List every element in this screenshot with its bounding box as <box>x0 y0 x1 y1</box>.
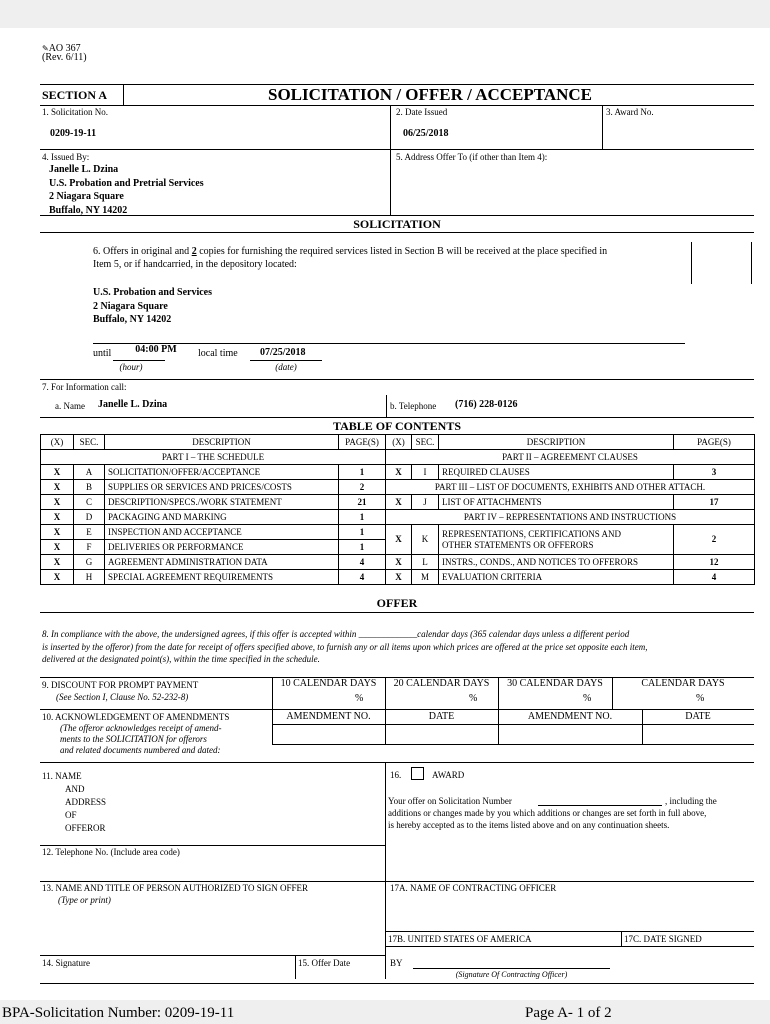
solicitation-no: 0209-19-11 <box>50 128 97 139</box>
discount-days-30: 30 CALENDAR DAYS <box>507 678 603 689</box>
issued-by-block <box>49 163 204 217</box>
toc-sec: H <box>74 570 105 585</box>
section-label: SECTION A <box>42 88 108 102</box>
toc-pages: 21 <box>339 495 386 510</box>
toc-pages: 4 <box>339 555 386 570</box>
award-text-line3: is hereby accepted as to the items listed above and on any continuation sheets. <box>388 820 670 830</box>
offeror-name-line: OF <box>65 810 77 820</box>
toc-sec: J <box>412 495 439 510</box>
award-label: AWARD <box>432 770 465 780</box>
depository-line: 2 Niagara Square <box>93 300 168 312</box>
table-row <box>41 465 755 480</box>
toc-desc: EVALUATION CRITERIA <box>439 570 674 585</box>
local-time-label: local time <box>198 348 238 359</box>
toc-check: X <box>386 555 412 570</box>
offers-paragraph-line1 <box>93 246 607 257</box>
amendment-date-header: DATE <box>428 711 455 722</box>
toc-desc: SPECIAL AGREEMENT REQUIREMENTS <box>105 570 339 585</box>
date-issued: 06/25/2018 <box>403 128 449 139</box>
toc-check: X <box>41 525 74 540</box>
toc-desc: INSPECTION AND ACCEPTANCE <box>105 525 339 540</box>
top-band <box>0 0 770 28</box>
issued-by-line: 2 Niagara Square <box>49 191 124 202</box>
toc-header-row <box>41 435 755 450</box>
issued-by-line: Buffalo, NY 14202 <box>49 204 128 216</box>
toc-sec: F <box>74 540 105 555</box>
toc-pages: 17 <box>674 495 755 510</box>
amendment-no-header: AMENDMENT NO. <box>286 711 371 722</box>
edit-icon: ✎ <box>42 44 49 53</box>
offer-paragraph-line2: is inserted by the offeror) from the date for receipt of offers specified above, to furnish any or all items upon which prices are offered at the price set opposite each item, <box>42 642 648 652</box>
toc-desc: INSTRS., CONDS., AND NOTICES TO OFFERORS <box>439 555 674 570</box>
copies-count: 2 <box>191 246 197 257</box>
toc-desc: PACKAGING AND MARKING <box>105 510 339 525</box>
table-row <box>41 555 755 570</box>
date-caption: (date) <box>275 362 297 372</box>
solicitation-no-label: 1. Solicitation No. <box>42 107 108 117</box>
toc-pages: 3 <box>674 465 755 480</box>
award-no-label: 3. Award No. <box>606 107 654 117</box>
signature-label: 14. Signature <box>42 958 90 968</box>
discount-days-20: 20 CALENDAR DAYS <box>393 678 490 689</box>
depository-line: Buffalo, NY 14202 <box>93 314 172 325</box>
toc-pages: 2 <box>674 525 755 555</box>
amendment-no-header: AMENDMENT NO. <box>527 711 613 722</box>
toc-check: X <box>41 555 74 570</box>
toc-desc: DESCRIPTION/SPECS./WORK STATEMENT <box>105 495 339 510</box>
toc-check: X <box>386 570 412 585</box>
toc-desc <box>439 525 674 555</box>
toc-header: (X) <box>41 435 74 450</box>
toc-pages: 12 <box>674 555 755 570</box>
offeror-name-line: OFFEROR <box>65 823 106 833</box>
toc-pages: 2 <box>339 480 386 495</box>
toc-part-iii: PART III – LIST OF DOCUMENTS, EXHIBITS AND OTHER ATTACH. <box>386 480 755 495</box>
table-row <box>41 480 755 495</box>
toc-check: X <box>386 495 412 510</box>
toc-heading: TABLE OF CONTENTS <box>332 419 462 433</box>
toc-check: X <box>386 465 412 480</box>
issued-by-label: 4. Issued By: <box>42 152 90 162</box>
toc-desc: AGREEMENT ADMINISTRATION DATA <box>105 555 339 570</box>
toc-part-ii: PART II – AGREEMENT CLAUSES <box>386 450 755 465</box>
signature-caption: (Signature Of Contracting Officer) <box>455 970 568 979</box>
footer-solicitation-number: BPA-Solicitation Number: 0209-19-11 <box>2 1005 235 1021</box>
toc-pages: 1 <box>339 525 386 540</box>
toc-desc: LIST OF ATTACHMENTS <box>439 495 674 510</box>
offeror-telephone-label: 12. Telephone No. (Include area code) <box>42 847 180 857</box>
ack-sub-line: and related documents numbered and dated: <box>60 745 221 755</box>
discount-days-custom: CALENDAR DAYS <box>641 678 725 689</box>
award-number: 16. <box>390 770 402 780</box>
offer-paragraph-line3: delivered at the designated point(s), within the time specified in the schedule. <box>42 654 320 664</box>
award-text-line1: Your offer on Solicitation Number <box>388 796 512 806</box>
toc-sec: E <box>74 525 105 540</box>
toc-desc: DELIVERIES OR PERFORMANCE <box>105 540 339 555</box>
offeror-name-line: ADDRESS <box>65 797 107 807</box>
toc-sec: C <box>74 495 105 510</box>
offers-pre: 6. Offers in original and <box>93 246 192 257</box>
toc-header: DESCRIPTION <box>105 435 339 450</box>
issued-by-line: U.S. Probation and Pretrial Services <box>49 177 204 189</box>
offeror-name-label <box>42 770 106 835</box>
ack-label: 10. ACKNOWLEDGEMENT OF AMENDMENTS <box>42 712 230 722</box>
toc-sec: B <box>74 480 105 495</box>
info-telephone: (716) 228-0126 <box>455 399 518 410</box>
toc-part-i: PART I – THE SCHEDULE <box>41 450 386 465</box>
issued-by-line: Janelle L. Dzina <box>49 164 119 175</box>
toc-part-iv: PART IV – REPRESENTATIONS AND INSTRUCTIONS <box>386 510 755 525</box>
solicitation-heading: SOLICITATION <box>353 217 441 231</box>
toc-header: PAGE(S) <box>674 435 755 450</box>
ack-sub-line: ments to the SOLICITATION for offerors <box>60 734 207 744</box>
footer-page-number: Page A- 1 of 2 <box>525 1005 612 1021</box>
award-text-line1b: , including the <box>665 796 717 806</box>
toc-check: X <box>41 510 74 525</box>
award-text-line2: additions or changes made by you which additions or changes are set forth in full above, <box>388 808 707 818</box>
toc-pages: 4 <box>339 570 386 585</box>
toc-desc: SOLICITATION/OFFER/ACCEPTANCE <box>105 465 339 480</box>
discount-label: 9. DISCOUNT FOR PROMPT PAYMENT <box>42 680 199 690</box>
toc-sec: D <box>74 510 105 525</box>
table-row <box>41 570 755 585</box>
offer-date-label: 15. Offer Date <box>298 958 351 968</box>
table-row <box>41 495 755 510</box>
toc-sec: A <box>74 465 105 480</box>
amendment-date-header: DATE <box>685 711 711 722</box>
authorized-person-label: 13. NAME AND TITLE OF PERSON AUTHORIZED TO SIGN OFFER <box>42 883 309 893</box>
table-row <box>41 525 755 540</box>
toc-check: X <box>41 540 74 555</box>
info-name: Janelle L. Dzina <box>98 399 168 410</box>
award-checkbox[interactable] <box>411 767 424 780</box>
toc-sec: K <box>412 525 439 555</box>
until-date: 07/25/2018 <box>260 347 306 358</box>
toc-desc-line: OTHER STATEMENTS OR OFFERORS <box>442 539 594 550</box>
offer-paragraph-line1: 8. In compliance with the above, the undersigned agrees, if this offer is accepted within _____________calendar days (365 calendar days unless a different period <box>42 629 630 639</box>
offer-heading: OFFER <box>376 596 418 610</box>
offeror-name-line: 11. NAME <box>42 771 82 781</box>
depository-line: U.S. Probation and Services <box>93 287 212 298</box>
toc-sec: L <box>412 555 439 570</box>
usa-label: 17B. UNITED STATES OF AMERICA <box>388 934 532 944</box>
discount-days-10: 10 CALENDAR DAYS <box>280 678 377 689</box>
toc-table <box>40 434 755 585</box>
form-title: SOLICITATION / OFFER / ACCEPTANCE <box>268 85 592 104</box>
toc-check: X <box>41 480 74 495</box>
toc-header: (X) <box>386 435 412 450</box>
percent-sign: % <box>696 693 705 704</box>
until-hour: 04:00 PM <box>135 344 177 355</box>
toc-header: PAGE(S) <box>339 435 386 450</box>
toc-check: X <box>41 495 74 510</box>
toc-header: SEC. <box>74 435 105 450</box>
toc-check: X <box>41 570 74 585</box>
toc-part-row <box>41 450 755 465</box>
percent-sign: % <box>469 693 478 704</box>
percent-sign: % <box>583 693 592 704</box>
toc-header: DESCRIPTION <box>439 435 674 450</box>
by-label: BY <box>390 958 403 968</box>
offers-post: copies for furnishing the required services listed in Section B will be received at the place specified in <box>196 246 608 257</box>
toc-desc: SUPPLIES OR SERVICES AND PRICES/COSTS <box>105 480 339 495</box>
toc-desc-line: REPRESENTATIONS, CERTIFICATIONS AND <box>442 528 622 539</box>
date-signed-label: 17C. DATE SIGNED <box>624 934 702 944</box>
info-name-label: a. Name <box>55 401 85 411</box>
toc-desc: REQUIRED CLAUSES <box>439 465 674 480</box>
authorized-person-sub: (Type or print) <box>58 895 111 905</box>
toc-header: SEC. <box>412 435 439 450</box>
ack-sub <box>60 723 222 756</box>
date-issued-label: 2. Date Issued <box>396 107 448 117</box>
hour-caption: (hour) <box>119 362 143 372</box>
toc-pages: 4 <box>674 570 755 585</box>
form-rev: (Rev. 6/11) <box>42 52 87 63</box>
until-label: until <box>93 348 112 359</box>
toc-pages: 1 <box>339 540 386 555</box>
toc-sec: I <box>412 465 439 480</box>
offeror-name-line: AND <box>65 784 85 794</box>
discount-sub: (See Section I, Clause No. 52-232-8) <box>56 692 189 702</box>
toc-sec: G <box>74 555 105 570</box>
form-id: ✎AO 367 <box>42 43 81 54</box>
address-offer-label: 5. Address Offer To (if other than Item 4): <box>396 152 548 162</box>
info-telephone-label: b. Telephone <box>390 401 437 411</box>
depository-address <box>93 286 212 327</box>
info-call-label: 7. For Information call: <box>42 382 127 392</box>
toc-pages: 1 <box>339 510 386 525</box>
toc-check: X <box>41 465 74 480</box>
ack-sub-line: (The offeror acknowledges receipt of amend- <box>60 723 222 733</box>
toc-pages: 1 <box>339 465 386 480</box>
offers-paragraph-line2: Item 5, or if handcarried, in the depository located: <box>93 259 297 270</box>
contracting-officer-label: 17A. NAME OF CONTRACTING OFFICER <box>390 883 557 893</box>
percent-sign: % <box>355 693 364 704</box>
table-row <box>41 510 755 525</box>
toc-sec: M <box>412 570 439 585</box>
toc-check: X <box>386 525 412 555</box>
